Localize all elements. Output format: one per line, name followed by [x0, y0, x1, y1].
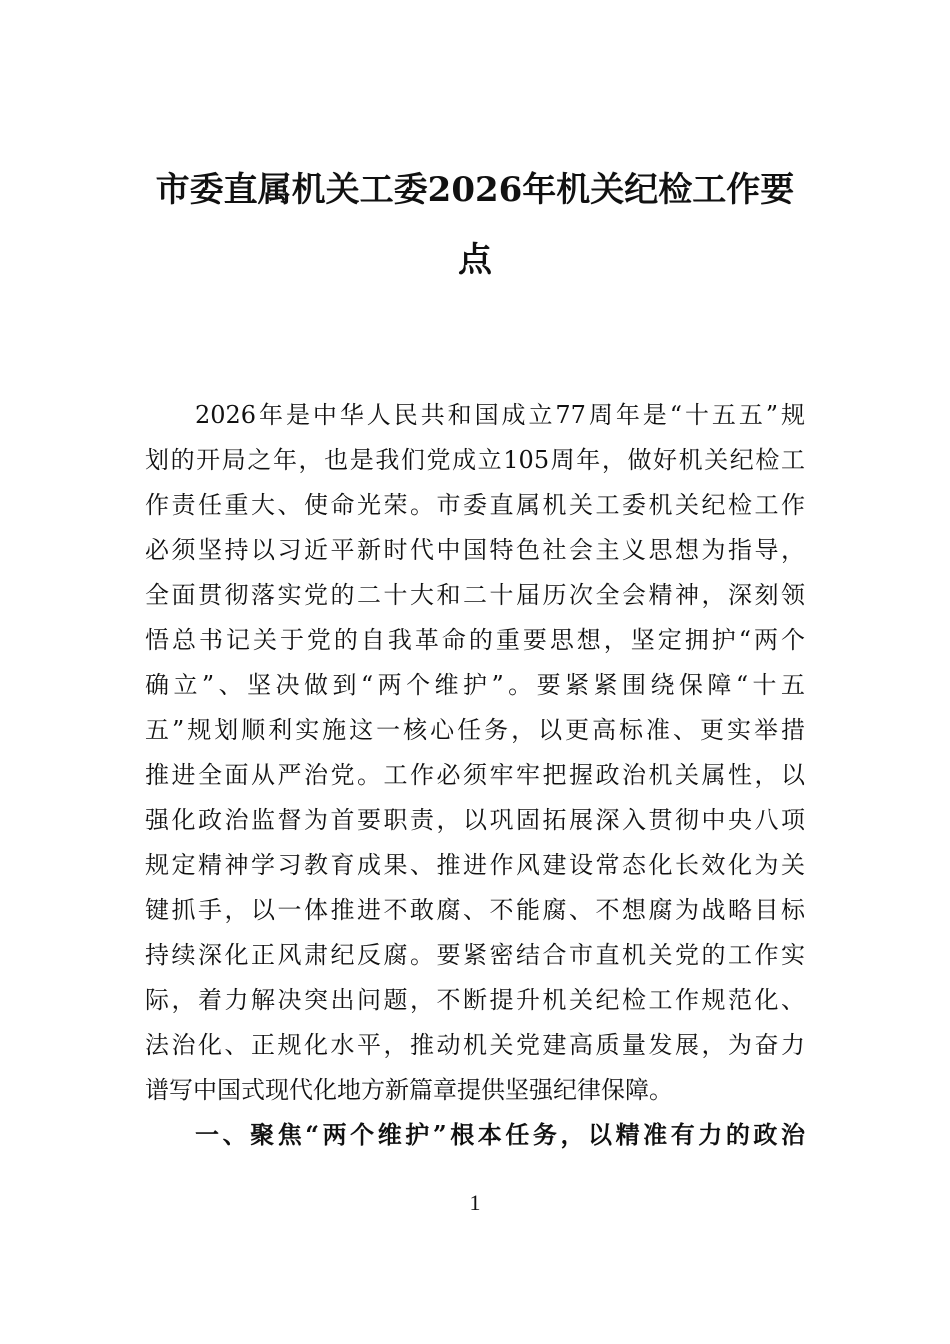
- paragraph-line: 键抓手，以一体推进不敢腐、不能腐、不想腐为战略目标: [145, 896, 805, 924]
- page-number: 1: [469, 1190, 481, 1215]
- paragraph-line: 作责任重大、使命光荣。市委直属机关工委机关纪检工作: [145, 491, 805, 519]
- paragraph-line: 际，着力解决突出问题，不断提升机关纪检工作规范化、: [145, 986, 805, 1014]
- paragraph-line: 推进全面从严治党。工作必须牢牢把握政治机关属性，以: [145, 761, 805, 789]
- paragraph-line: 必须坚持以习近平新时代中国特色社会主义思想为指导，: [145, 536, 805, 564]
- paragraph-line: 法治化、正规化水平，推动机关党建高质量发展，为奋力: [145, 1031, 805, 1059]
- paragraph-line: 悟总书记关于党的自我革命的重要思想，坚定拥护“两个: [145, 626, 805, 654]
- paragraph-line: 确立”、坚决做到“两个维护”。要紧紧围绕保障“十五: [145, 671, 805, 699]
- paragraph-line: 谱写中国式现代化地方新篇章提供坚强纪律保障。: [145, 1076, 673, 1104]
- paragraph-line: 规定精神学习教育成果、推进作风建设常态化长效化为关: [145, 851, 805, 879]
- paragraph-line: 2026年是中华人民共和国成立77周年是“十五五”规: [195, 401, 805, 429]
- paragraph-line: 五”规划顺利实施这一核心任务，以更高标准、更实举措: [145, 716, 805, 744]
- paragraph-line: 全面贯彻落实党的二十大和二十届历次全会精神，深刻领: [145, 581, 805, 609]
- paragraph-line: 划的开局之年，也是我们党成立105周年，做好机关纪检工: [145, 446, 805, 474]
- section-heading: 一、聚焦“两个维护”根本任务，以精准有力的政治: [195, 1120, 805, 1149]
- paragraph-line: 持续深化正风肃纪反腐。要紧密结合市直机关党的工作实: [145, 941, 805, 969]
- paragraph-line: 强化政治监督为首要职责，以巩固拓展深入贯彻中央八项: [145, 806, 805, 834]
- document-title-line-1: 市委直属机关工委2026年机关纪检工作要: [155, 170, 795, 210]
- document-title-line-2: 点: [458, 240, 492, 280]
